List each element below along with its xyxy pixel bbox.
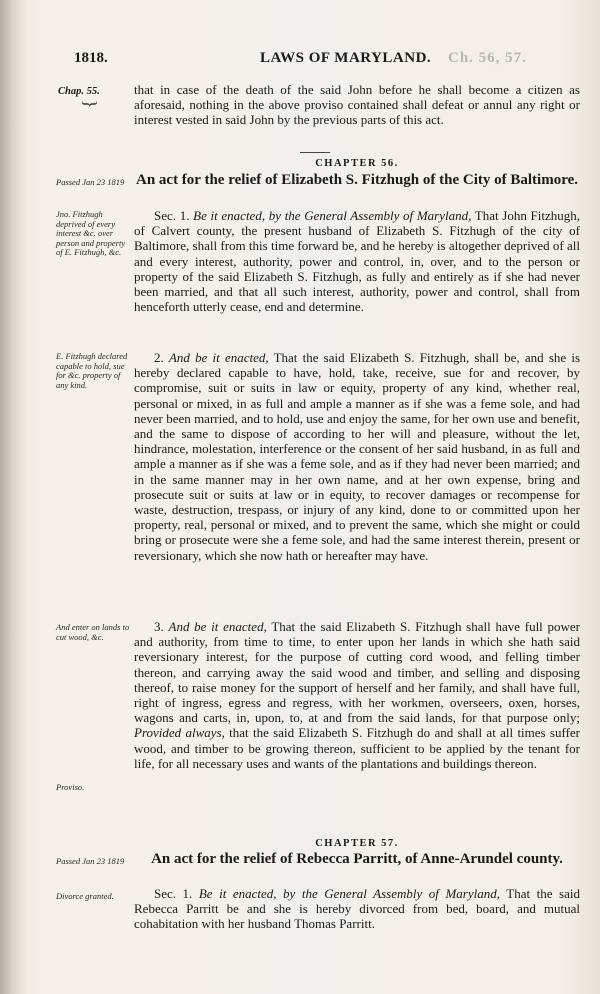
chapter-56-heading: CHAPTER 56.: [315, 158, 399, 169]
section-1-paragraph: [134, 208, 580, 314]
section-2-paragraph: [134, 350, 580, 563]
chap-55-margin-label: Chap. 55.: [58, 86, 100, 97]
chapter-56-passed-date: Passed Jan 23 1819: [56, 177, 125, 187]
section-3-proviso: Provided always,: [134, 725, 225, 741]
chapter-56-title: An act for the relief of Elizabeth S. Fitzhugh of the City of Baltimore.: [135, 172, 579, 188]
section-3-lead: 3.: [154, 619, 169, 634]
section-3-text: That the said Elizabeth S. Fitzhugh shall have full power and authority, from time to time, to enter upon her lands in which she hath said reversionary interest, for the purpose of cutting cord wood, and felling timber thereon, and carrying away the said wood and timber, and selling and disposing thereof, to raise money for the support of herself and her family, and shall have full, right of ingress, egress and regress, with her workmen, overseers, oxen, horses, wagons and carts, in, upon, to, at and from the said lands, for that purpose only;: [134, 619, 581, 726]
section-3-paragraph: [134, 619, 580, 771]
section-3-enact: And be it enacted,: [168, 619, 267, 634]
chapter-57-section-1: [134, 886, 580, 932]
proviso-margin-note: Proviso.: [56, 782, 85, 792]
binding-shadow: [0, 0, 26, 994]
chapter-57-passed-date: Passed Jan 23 1819: [56, 856, 125, 866]
divider-rule: [300, 152, 330, 153]
chap-55-paragraph: that in case of the death of the said John before he shall become a citizen as aforesaid, nothing in the above proviso contained shall defeat or annul any right or interest vested in said John by the previous parts of this act.: [134, 82, 580, 128]
running-header: [70, 50, 580, 70]
chapter-57-heading: CHAPTER 57.: [315, 838, 399, 849]
chapter-57-lead: Sec. 1.: [154, 886, 199, 901]
chapter-56-section-2: [134, 350, 580, 563]
section-1-lead: Sec. 1.: [154, 208, 194, 223]
chap-55-text-block: [134, 82, 580, 128]
header-title: LAWS OF MARYLAND.: [260, 50, 432, 66]
section-1-margin-note: Jno. Fitzhugh deprived of every interest &c. over person and property of E. Fitzhugh, &c.: [56, 209, 126, 257]
section-1-enact: Be it enacted, by the General Assembly of Maryland,: [193, 208, 472, 223]
section-2-text: That the said Elizabeth S. Fitzhugh, shall be, and she is hereby declared capable to have, hold, take, receive, sue for and recover, by compromise, suit or suits in law or equity, property of any kind, whether real, personal or mixed, in as full and ample a manner as if she was a feme sole, and had never been married, and to hold, use and enjoy the same, for her own use and benefit, and the same to dispose of according to her will and pleasure, without the let, hindrance, molestation, interference or the consent of her said husband, in as full and ample a manner as if she was a feme sole, and as if they had never been married; and in the same manner may in her own name, and at her own expense, bring and prosecute suit or suits at law or in equity, to recover damages or recompense for waste, destruction, trespass, or injury of any kind, done to or committed upon her property, real, personal or mixed, and to prevent the same, which she might or could bring or prosecute were she a feme sole, and had the same interest therein, present or reversionary, which she now hath or hereafter may have.: [134, 350, 581, 563]
chapter-57-enact: Be it enacted, by the General Assembly of Maryland,: [198, 886, 500, 901]
section-3-text-2: that the said Elizabeth S. Fitzhugh do and shall at all times suffer wood, and timber to be growing thereon, sufficient to be applied by the tenant for life, for all necessary uses and wants of the plantations and buildings thereon.: [134, 725, 581, 771]
section-2-margin-note: E. Fitzhugh declared capable to hold, sue for &c. property of any kind.: [56, 351, 128, 390]
header-faint-text: Ch. 56, 57.: [448, 50, 527, 66]
section-2-enact: And be it enacted,: [168, 350, 269, 365]
chapter-56-section-3: [134, 619, 580, 771]
chapter-57-title: An act for the relief of Rebecca Parritt, of Anne-Arundel county.: [151, 851, 563, 867]
chapter-56-section-1: [134, 208, 580, 314]
section-1-text: That John Fitzhugh, of Calvert county, the present husband of Elizabeth S. Fitzhugh of the city of Baltimore, shall from this time forward be, and he hereby is altogether deprived of all and every interest, authority, power and control, in, over, and to the person or property of the said Elizabeth S. Fitzhugh, as fully and entirely as if she had never been married, and that all such interest, authority, power and control, shall from henceforth utterly cease, end and determine.: [134, 208, 580, 315]
brace-ornament: }: [80, 99, 101, 109]
chapter-57-margin-note: Divorce granted.: [56, 891, 114, 901]
header-year: 1818.: [74, 50, 108, 66]
chapter-57-paragraph: [134, 886, 580, 932]
section-3-margin-note: And enter on lands to cut wood, &c.: [56, 622, 130, 642]
chapter-57-text: That the said Rebecca Parritt be and she is hereby divorced from bed, board, and mutual cohabitation with her husband Thomas Parritt.: [134, 886, 580, 932]
section-2-lead: 2.: [154, 350, 169, 365]
